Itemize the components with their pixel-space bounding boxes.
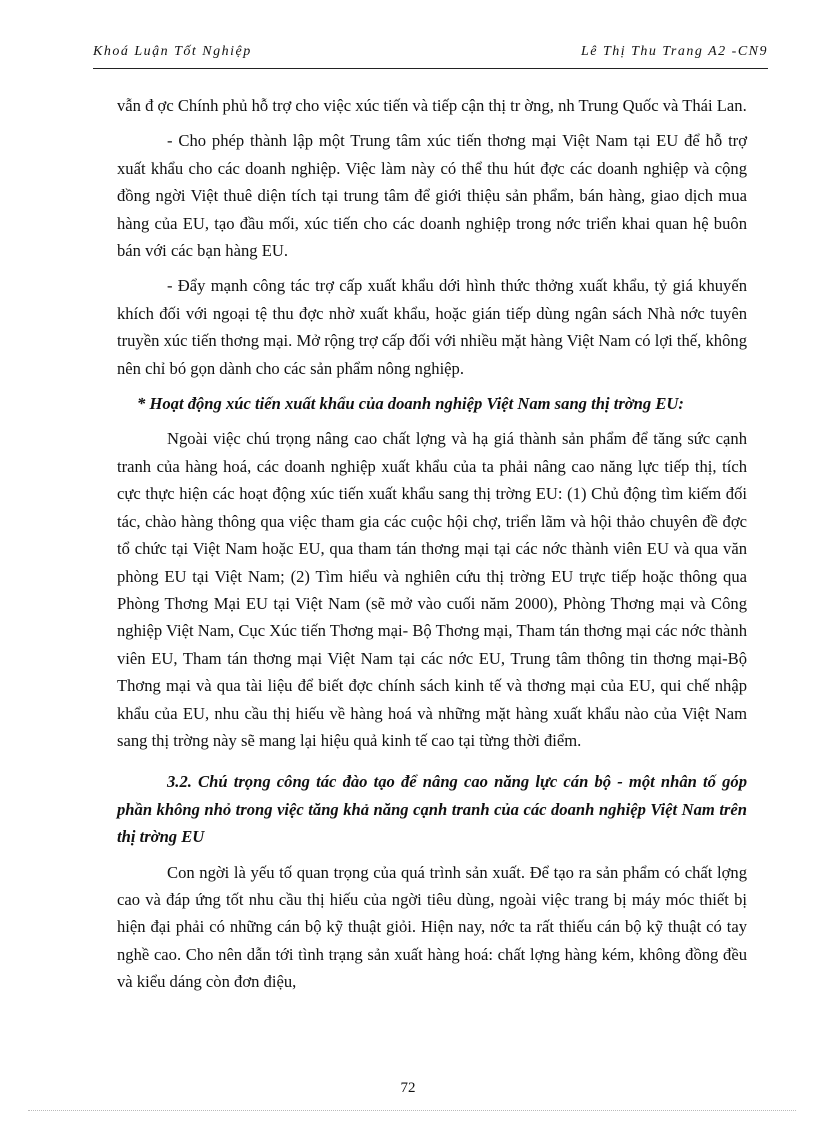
- header-title: Khoá Luận Tốt Nghiệp: [93, 44, 252, 59]
- paragraph-continuation: vẫn đ ợc Chính phủ hỗ trợ cho việc xúc tiến và tiếp cận thị tr ờng, nh Trung Quốc và Thái Lan.: [117, 96, 747, 115]
- page-number: 72: [400, 1080, 416, 1096]
- paragraph-human-resources: Con ngời là yếu tố quan trọng của quá trình sản xuất. Để tạo ra sản phẩm có chất lợng cao và đáp ứng tốt nhu cầu thị hiếu của ngời tiêu dùng, ngoài việc trang bị máy móc thiết bị hiện đại phải có những cán bộ kỹ thuật giỏi. Hiện nay, nớc ta rất thiếu cán bộ kỹ thuật có tay nghề cao. Cho nên dẫn tới tình trạng sản xuất hàng hoá: chất lợng hàng kém, không đồng đều và kiểu dáng còn đơn điệu,: [117, 862, 747, 992]
- paragraph-trade-center: - Cho phép thành lập một Trung tâm xúc tiến thơng mại Việt Nam tại EU để hỗ trợ xuất khẩu cho các doanh nghiệp. Việc làm này có thể thu hút đợc các doanh nghiệp và cộng đồng ngời Việt thuê diện tích tại trung tâm để giới thiệu sản phẩm, bán hàng, giao dịch mua hàng của EU, tạo đầu mối, xúc tiến cho các doanh nghiệp trong nớc triển khai quan hệ buôn bán với các bạn hàng EU.: [117, 131, 747, 261]
- footer-divider: [28, 1110, 796, 1111]
- heading-export-promotion: * Hoạt động xúc tiến xuất khẩu của doanh nghiệp Việt Nam sang thị trờng EU:: [137, 394, 684, 414]
- page-body: [117, 92, 747, 996]
- section-heading-3-2: 3.2. Chú trọng công tác đào tạo để nâng cao năng lực cán bộ - một nhân tố góp phần không nhỏ trong việc tăng khả năng cạnh tranh của các doanh nghiệp Việt Nam trên thị trờng EU: [117, 772, 747, 847]
- page-header: [93, 42, 768, 69]
- paragraph-export-subsidy: - Đẩy mạnh công tác trợ cấp xuất khẩu dới hình thức thởng xuất khẩu, tỷ giá khuyến khích đối với ngoại tệ thu đợc nhờ xuất khẩu, hoặc gián tiếp dùng ngân sách Nhà nớc tuyên truyền xúc tiến thơng mại. Mở rộng trợ cấp đối với nhiều mặt hàng Việt Nam có lợi thế, không nên chỉ bó gọn dành cho các sản phẩm nông nghiệp.: [117, 276, 747, 378]
- paragraph-marketing: Ngoài việc chú trọng nâng cao chất lợng và hạ giá thành sản phẩm để tăng sức cạnh tranh của hàng hoá, các doanh nghiệp xuất khẩu của ta phải nâng cao năng lực tiếp thị, tích cực thực hiện các hoạt động xúc tiến xuất khẩu sang thị trờng EU: (1) Chủ động tìm kiếm đối tác, chào hàng thông qua việc tham gia các cuộc hội chợ, triển lãm và hội thảo chuyên đề đợc tổ chức tại Việt Nam hoặc EU, qua tham tán thơng mại tại các nớc thành viên EU và qua văn phòng EU tại Việt Nam; (2) Tìm hiểu và nghiên cứu thị trờng EU trực tiếp hoặc thông qua Phòng Thơng Mại EU tại Việt Nam (sẽ mở vào cuối năm 2000), Phòng Thơng mại và Công nghiệp Việt Nam, Cục Xúc tiến Thơng mại- Bộ Thơng mại, Tham tán thơng mại các nớc thành viên EU, Tham tán thơng mại Việt Nam tại các nớc EU, Trung tâm thông tin thơng mại-Bộ Thơng mại và qua tài liệu để biết đợc chính sách kinh tế và thơng mại của EU, qui chế nhập khẩu của EU, nhu cầu thị hiếu về hàng hoá và những mặt hàng xuất khẩu nào của Việt Nam sang thị trờng này sẽ mang lại hiệu quả kinh tế cao tại từng thời điểm.: [117, 429, 747, 750]
- header-author: Lê Thị Thu Trang A2 -CN9: [580, 44, 768, 59]
